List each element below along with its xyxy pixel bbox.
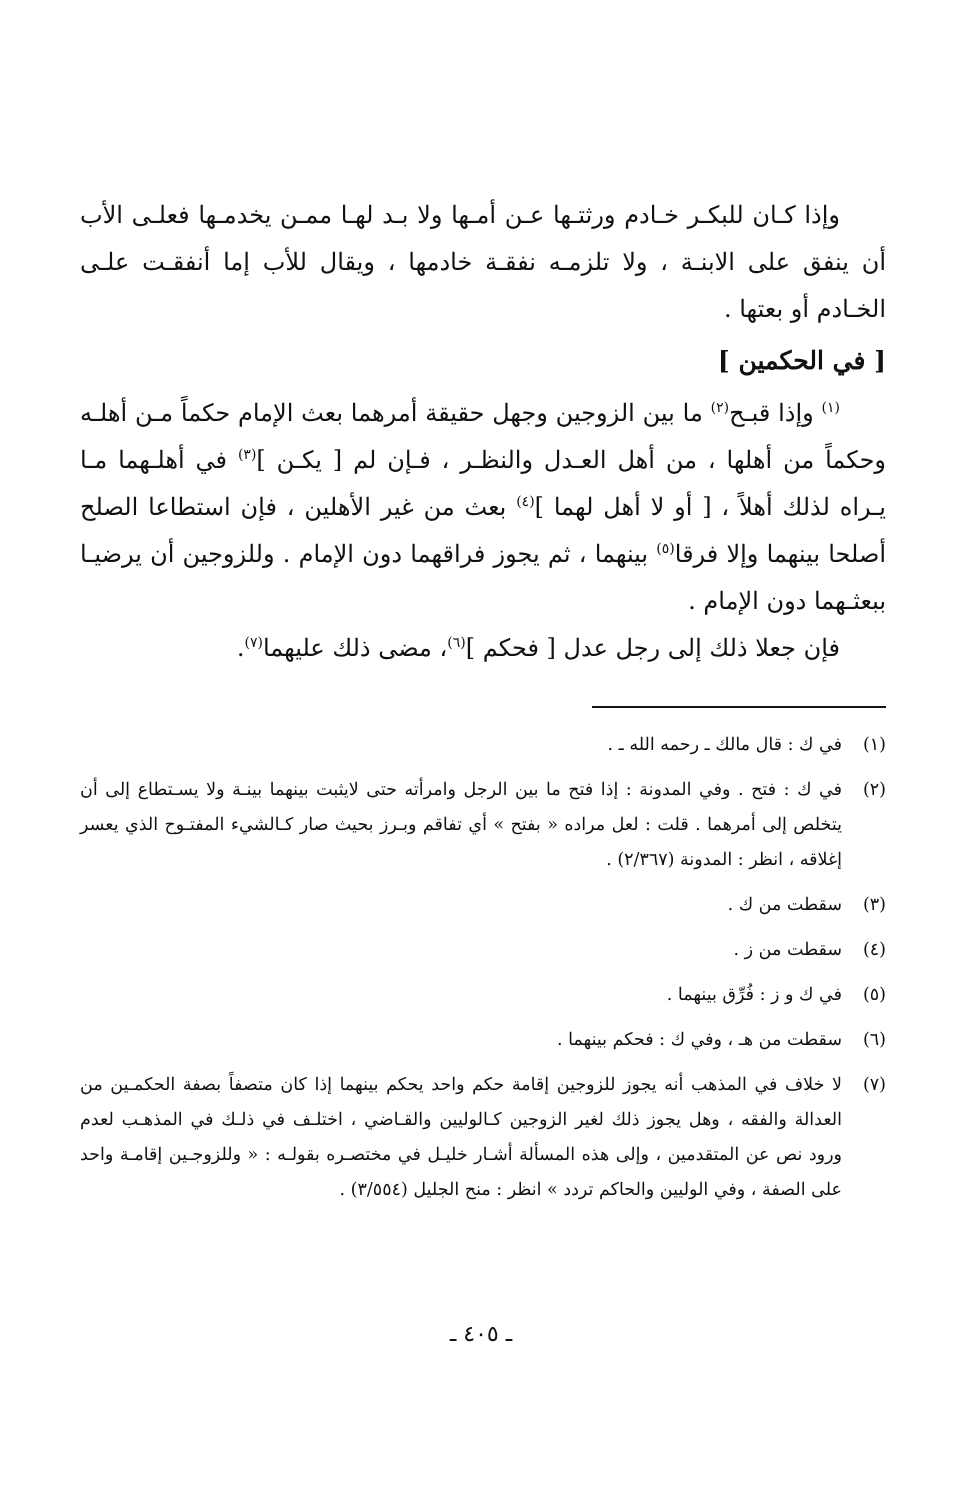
footnote-marker: (٦): [447, 635, 466, 651]
page-body: [80, 192, 886, 1218]
text-span: وإذا قبـح: [729, 399, 814, 427]
text-span: بينهما ، ثم يجوز فراقهما دون الإمام . وللزوجين أن يرضيـا ببعثـهما دون الإمام .: [80, 540, 886, 615]
paragraph-bikr-servant: وإذا كـان للبكـر خـادم ورثتـها عـن أمـها ولا بـد لهـا ممـن يخدمـها فعلـى الأب أن ينفق على الابنـة ، ولا تلزمـه نفقـة خادمها ، ويقال للأب إما أنفقـت علـى الخـادم أو بعتها .: [80, 201, 886, 323]
footnote-number: (٣): [862, 895, 886, 915]
footnote-marker: (١): [821, 400, 841, 416]
footnote-number: (٥): [862, 985, 886, 1005]
footnote-item: [80, 978, 886, 1013]
footnote-text: سقطت من ك .: [727, 895, 842, 915]
text-span: بعث من غير الأهلين ، فإن استطاعا الصلح أصلحا بينهما وإلا فرقا: [80, 493, 886, 568]
text-span: ما بين الزوجين وجهل حقيقة أمرهما بعث الإمام حكماً مـن أهلـه وحكماً من أهلها ، من أهل العـدل والنظـر ، فـإن لم [ يكـن ]: [80, 399, 886, 474]
footnote-number: (١): [862, 735, 886, 755]
footnote-number: (٧): [862, 1075, 886, 1095]
footnote-item: [80, 933, 886, 968]
footnote-divider: [592, 706, 886, 708]
footnote-marker: (٣): [237, 447, 257, 463]
footnote-marker: (٥): [656, 541, 675, 557]
footnote-marker: (٤): [516, 494, 535, 510]
footnote-text: لا خلاف في المذهب أنه يجوز للزوجين إقامة حكم واحد يحكم بينهما إذا كان متصفاً بصفة الحكمـين من العدالة والفقه ، وهل يجوز ذلك لغير الزوجين كـالوليين والقـاضي ، اختلـف في ذلـك في المذهـب لعدم ورود نص عن المتقدمين ، وإلى هذه المسألة أشـار خليـل في مختصـره بقولـه : « وللزوجـين إقامـة واحد على الصفة ، وفي الوليين والحاكم تردد » انظر : منح الجليل (٣/٥٥٤) .: [80, 1075, 842, 1200]
footnote-text: في ك و ز : فُرِّق بينهما .: [666, 985, 842, 1005]
footnote-number: (٦): [862, 1030, 886, 1050]
footnote-item: [80, 773, 886, 878]
text-span: في أهلـهما مـا يـراه لذلك أهلاً ، [ أو لا أهل لهما ]: [80, 446, 886, 521]
footnote-item: [80, 888, 886, 923]
paragraph-single-judge: [80, 625, 886, 672]
text-span: فإن جعلا ذلك إلى رجل عدل [ فحكم ]: [465, 634, 840, 662]
footnote-text: سقطت من ز .: [733, 940, 842, 960]
page-number: ـ ٤٠٥ ـ: [449, 1322, 513, 1347]
footnote-marker: (٢): [710, 400, 730, 416]
footnote-item: [80, 1068, 886, 1208]
section-heading: [ في الحكمين ]: [717, 346, 886, 375]
footnote-text: في ك : فتح . وفي المدونة : إذا فتح ما بين الرجل وامرأته حتى لايثبت بينهما بينـة ولا يسـتطاع إلى أن يتخلص إلى أمرهما . قلت : لعل مراده « بفتح » أي تفاقم وبـرز بحيث صار كـالشيء المفتـوح الذي يعسر إغلاقه ، انظر : المدونة (٢/٣٦٧) .: [80, 780, 842, 870]
footnote-item: [80, 1023, 886, 1058]
text-span: .: [236, 634, 245, 662]
footnote-number: (٢): [862, 780, 886, 800]
footnote-number: (٤): [862, 940, 886, 960]
footnote-text: في ك : قال مالك ـ رحمه الله ـ .: [607, 735, 842, 755]
footnote-text: سقطت من هـ ، وفي ك : فحكم بينهما .: [556, 1030, 842, 1050]
footnote-item: [80, 728, 886, 763]
footnote-marker: (٧): [244, 635, 263, 651]
text-span: ، مضى ذلك عليهما: [262, 634, 448, 662]
footnotes-list: [80, 728, 886, 1208]
paragraph-arbitrators: [80, 390, 886, 625]
